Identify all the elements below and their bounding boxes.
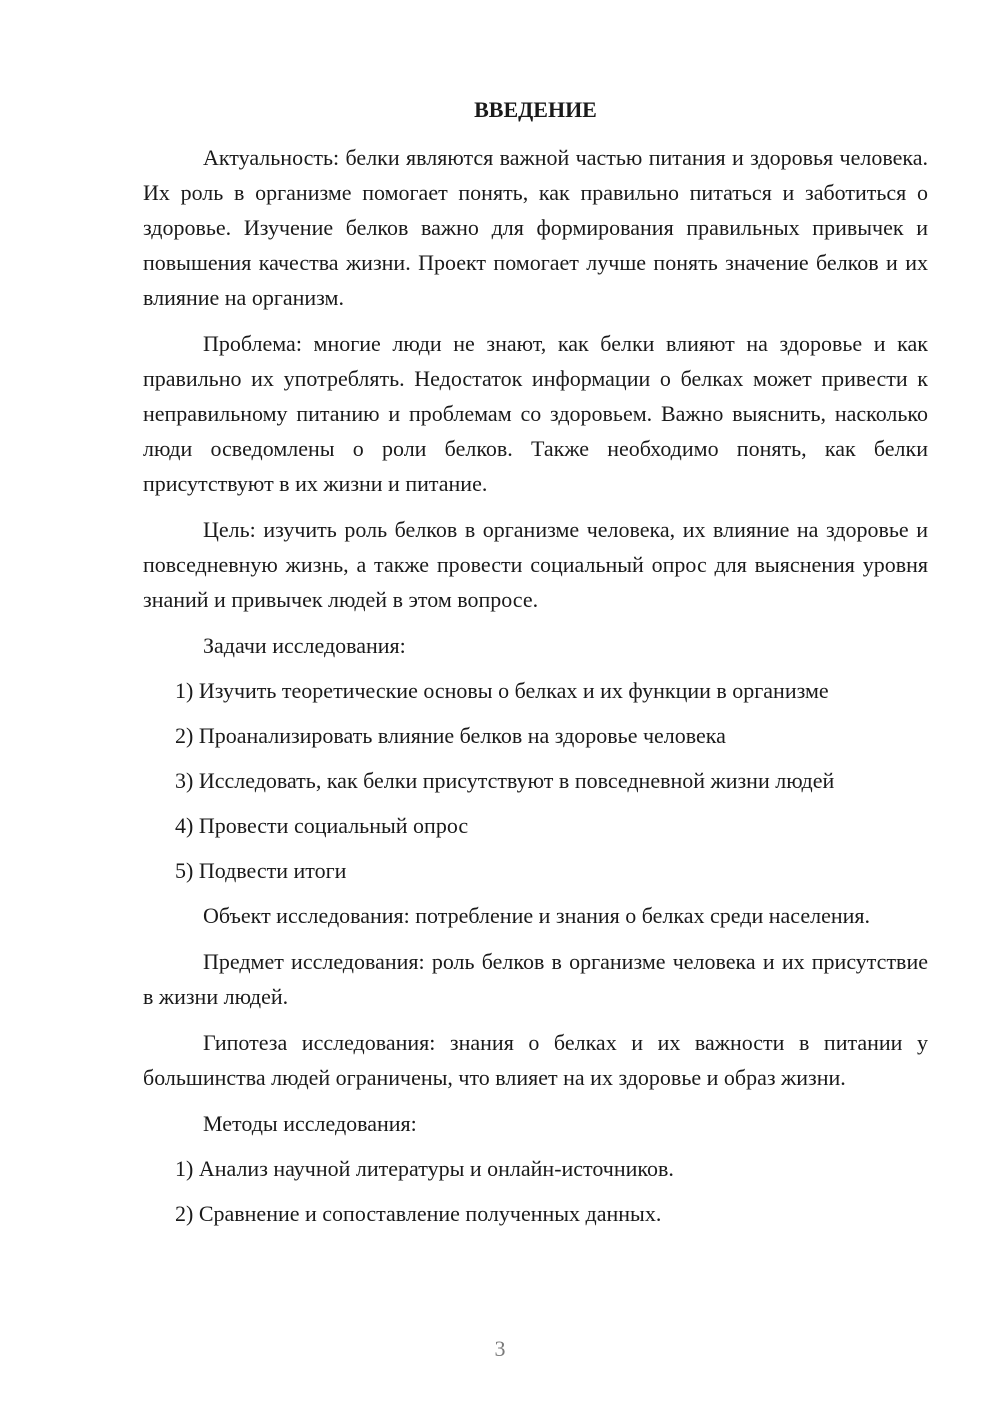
- methods-list: [143, 1151, 928, 1231]
- method-item-2: 2) Сравнение и сопоставление полученных данных.: [175, 1201, 662, 1226]
- section-title: ВВЕДЕНИЕ: [474, 97, 597, 122]
- method-item-1: 1) Анализ научной литературы и онлайн-источников.: [175, 1156, 674, 1181]
- task-item-2: 2) Проанализировать влияние белков на здоровье человека: [175, 723, 726, 748]
- problem-paragraph: Проблема: многие люди не знают, как белки влияют на здоровье и как правильно их употреблять. Недостаток информации о белках может привести к неправильному питанию и проблемам со здоровьем. Важно выяснить, насколько люди осведомлены о роли белков. Также необходимо понять, как белки присутствуют в их жизни и питание.: [143, 331, 928, 496]
- page-content: [143, 94, 928, 1241]
- task-item-5: 5) Подвести итоги: [175, 858, 347, 883]
- hypothesis-paragraph: Гипотеза исследования: знания о белках и их важности в питании у большинства людей ограничены, что влияет на их здоровье и образ жизни.: [143, 1030, 928, 1090]
- tasks-list: [143, 673, 928, 888]
- goal-paragraph: Цель: изучить роль белков в организме человека, их влияние на здоровье и повседневную жизнь, а также провести социальный опрос для выяснения уровня знаний и привычек людей в этом вопросе.: [143, 517, 928, 612]
- relevance-paragraph: Актуальность: белки являются важной частью питания и здоровья человека. Их роль в организме помогает понять, как правильно питаться и заботиться о здоровье. Изучение белков важно для формирования правильных привычек и повышения качества жизни. Проект помогает лучше понять значение белков и их влияние на организм.: [143, 145, 928, 310]
- task-item-1: 1) Изучить теоретические основы о белках и их функции в организме: [175, 678, 829, 703]
- methods-label: Методы исследования:: [203, 1111, 417, 1136]
- object-paragraph: Объект исследования: потребление и знания о белках среди населения.: [203, 903, 870, 928]
- task-item-3: 3) Исследовать, как белки присутствуют в повседневной жизни людей: [175, 768, 835, 793]
- tasks-label: Задачи исследования:: [203, 633, 406, 658]
- page-number: 3: [494, 1336, 506, 1361]
- task-item-4: 4) Провести социальный опрос: [175, 813, 469, 838]
- subject-paragraph: Предмет исследования: роль белков в организме человека и их присутствие в жизни людей.: [143, 949, 928, 1009]
